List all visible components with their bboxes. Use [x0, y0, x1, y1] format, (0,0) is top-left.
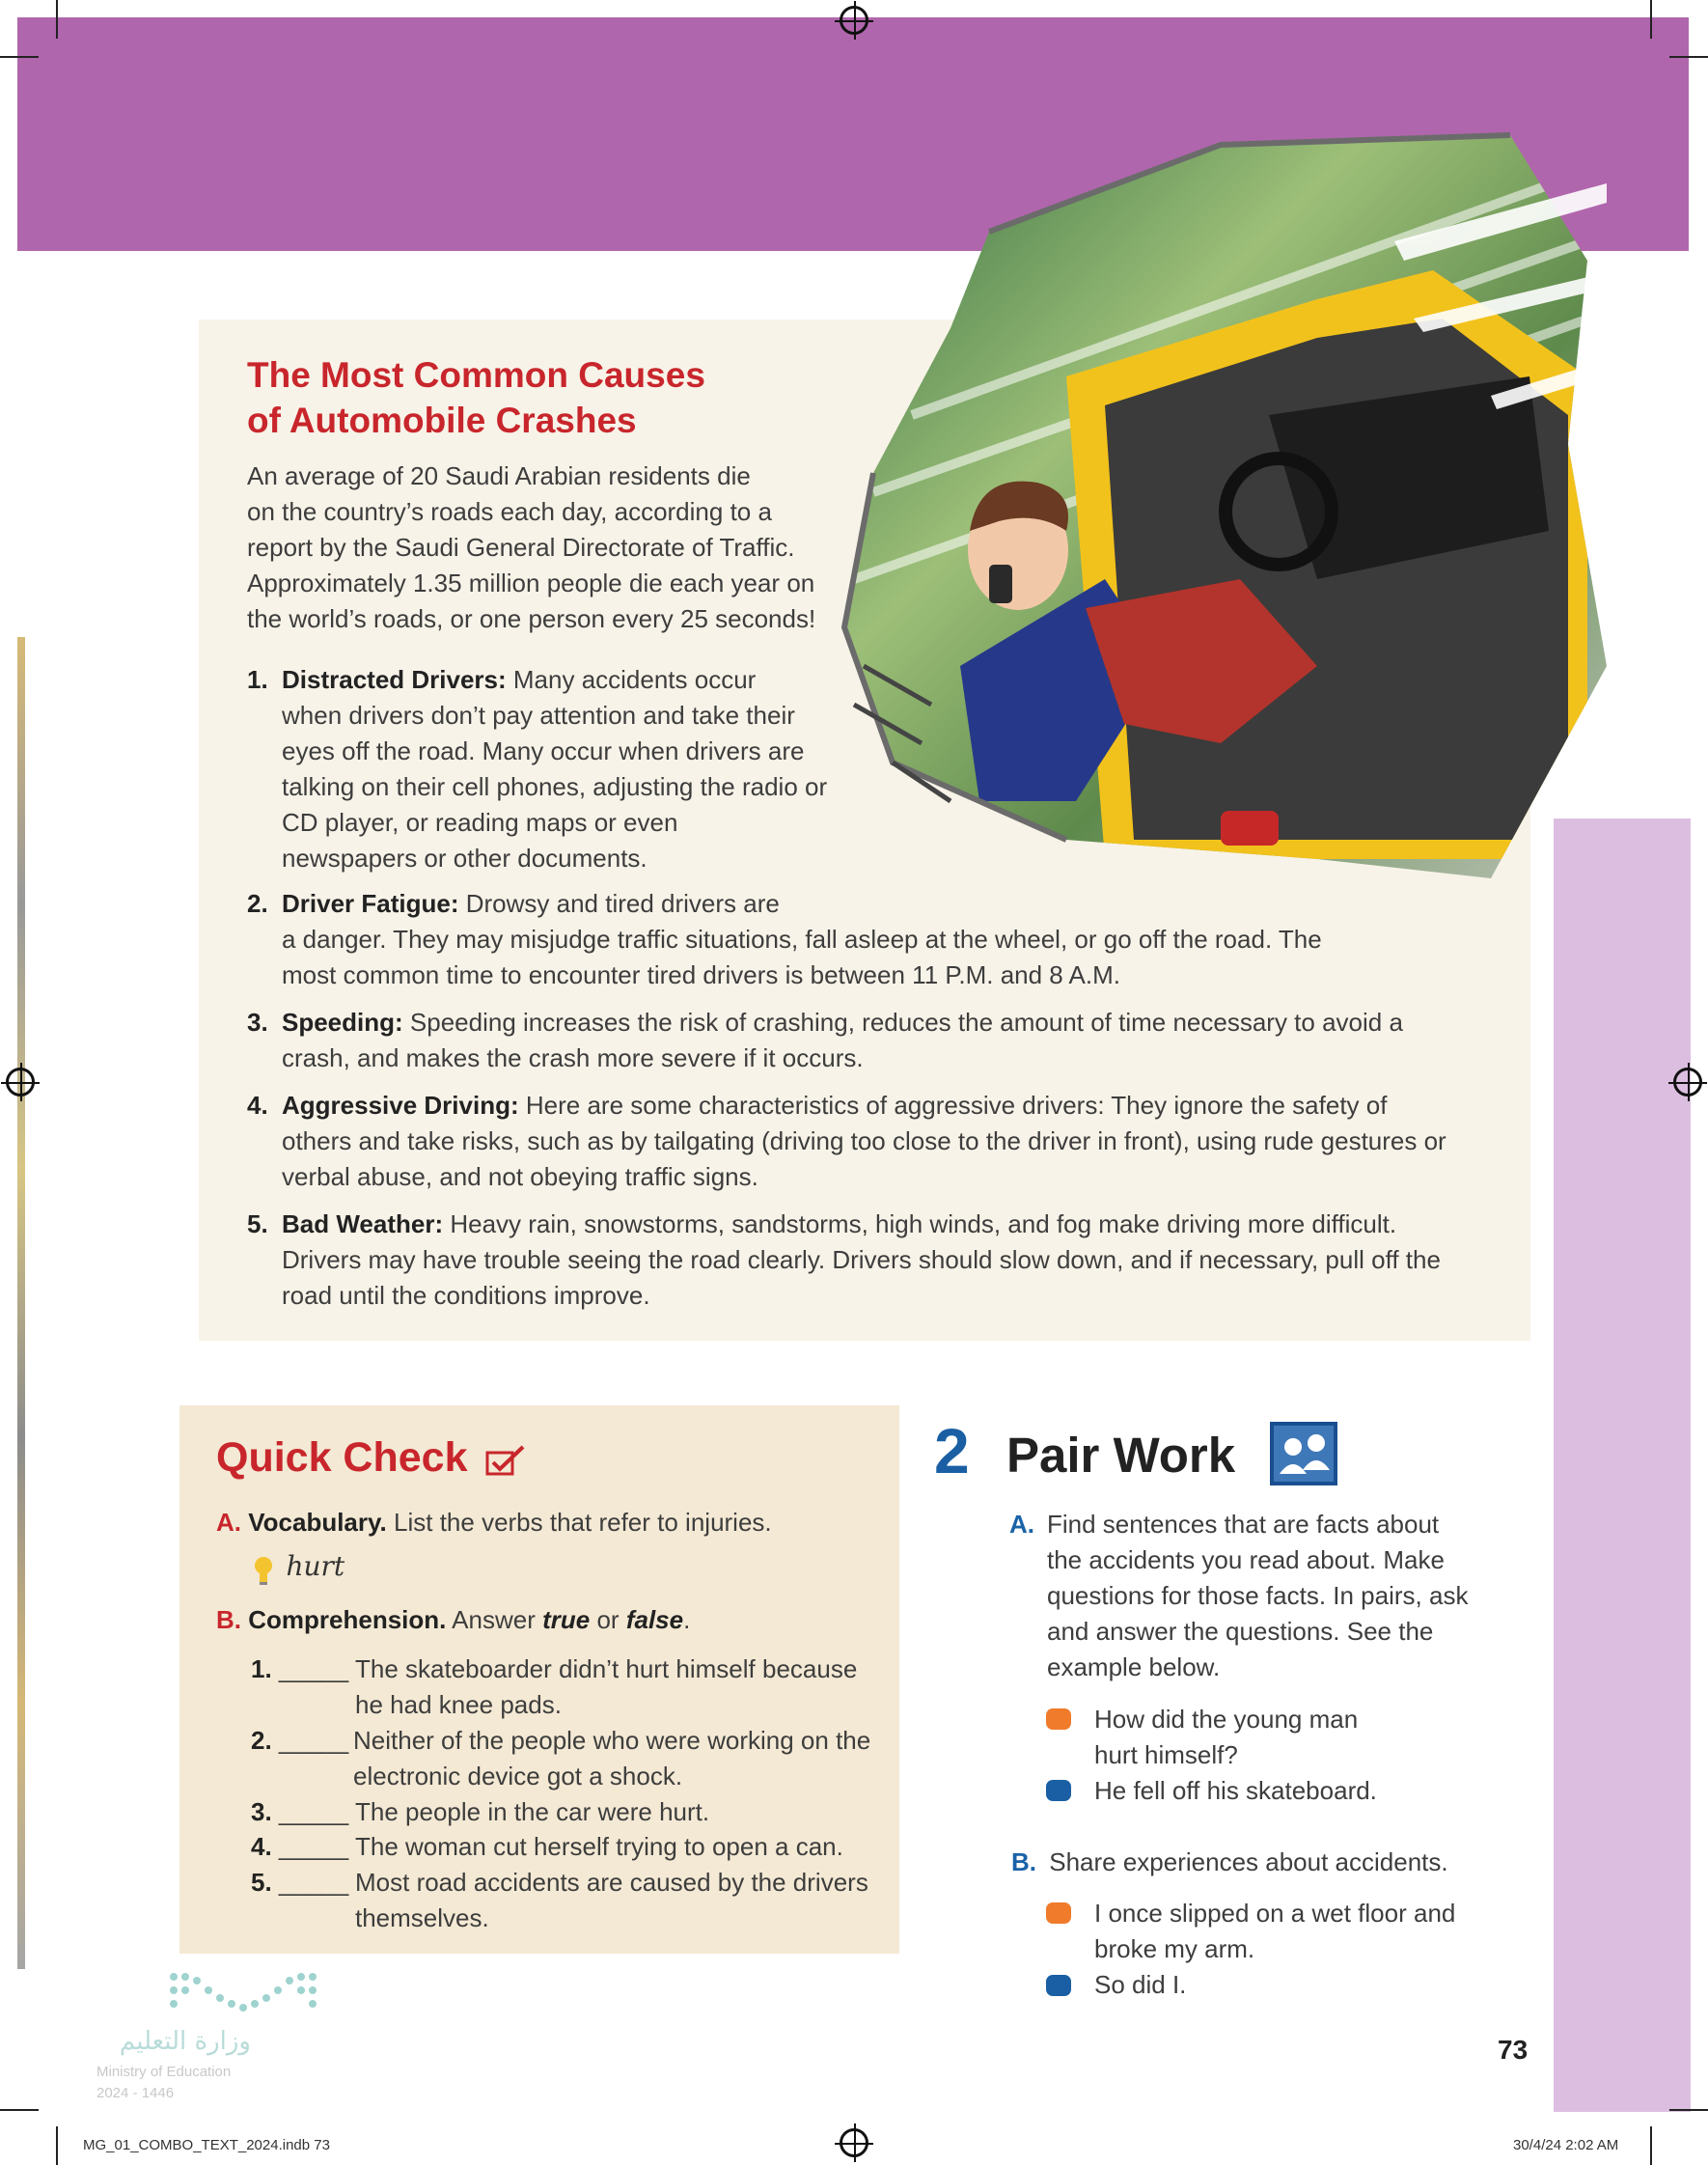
intro-line: the world’s roads, or one person every 25 seconds!	[247, 604, 816, 633]
intro-line: on the country’s roads each day, according to a	[247, 497, 772, 526]
list-number: 4.	[247, 1091, 268, 1120]
instruction-line: the accidents you read about. Make	[1047, 1545, 1445, 1574]
list-line: Drivers may have trouble seeing the road clearly. Drivers should slow down, and if necessary, pull off the	[282, 1245, 1441, 1274]
list-heading: Driver Fatigue:	[282, 889, 459, 918]
quick-check-title	[216, 1434, 527, 1482]
crop-mark	[0, 56, 39, 58]
instruction-text: List the verbs that refer to injuries.	[394, 1508, 772, 1537]
list-item-distracted-drivers	[247, 662, 865, 876]
crop-mark	[0, 2109, 39, 2111]
registration-mark-icon	[6, 1068, 35, 1096]
footer-file-info: MG_01_COMBO_TEXT_2024.indb 73	[83, 2137, 330, 2153]
instruction-line: Find sentences that are facts about	[1047, 1510, 1440, 1539]
pair-work-a-instruction	[1009, 1507, 1511, 1685]
question-text: themselves.	[355, 1903, 489, 1932]
side-color-band	[1554, 819, 1691, 2112]
article-title-line: of Automobile Crashes	[247, 401, 637, 440]
article-title	[247, 352, 787, 443]
false-word: false	[625, 1605, 684, 1634]
intro-line: Approximately 1.35 million people die each year on	[247, 569, 815, 597]
list-heading: Aggressive Driving:	[282, 1091, 519, 1120]
vocabulary-instruction	[216, 1505, 892, 1540]
answer-blank[interactable]: _____	[278, 1868, 349, 1897]
instruction-line: example below.	[1047, 1652, 1221, 1681]
example-line: broke my arm.	[1094, 1934, 1255, 1963]
question-number: 1.	[251, 1654, 272, 1683]
list-line: Drowsy and tired drivers are	[465, 889, 780, 918]
pair-work-title	[1006, 1427, 1235, 1484]
list-number: 3.	[247, 1008, 268, 1037]
pair-work-title-text: Pair Work	[1006, 1428, 1236, 1483]
checkbox-check-icon	[484, 1444, 527, 1477]
instruction-text: Answer	[452, 1605, 536, 1634]
answer-blank[interactable]: _____	[278, 1726, 349, 1755]
list-line: verbal abuse, and not obeying traffic signs.	[282, 1162, 758, 1191]
list-line: Here are some characteristics of aggressive drivers: They ignore the safety of	[525, 1091, 1388, 1120]
hint-row	[253, 1550, 344, 1587]
answer-blank[interactable]: _____	[278, 1654, 349, 1683]
question-2	[251, 1723, 907, 1790]
example-answer: He fell off his skateboard.	[1094, 1776, 1377, 1805]
registration-mark-icon	[840, 6, 868, 35]
list-line: eyes off the road. Many occur when drivers are	[282, 736, 805, 765]
example-line: How did the young man	[1094, 1705, 1359, 1734]
answer-blank[interactable]: _____	[278, 1797, 349, 1826]
question-text: electronic device got a shock.	[353, 1762, 683, 1790]
instruction-line: and answer the questions. See the	[1047, 1617, 1434, 1646]
question-text: The woman cut herself trying to open a can.	[355, 1832, 843, 1861]
example-question	[1094, 1702, 1500, 1773]
ministry-logo-dots-icon	[166, 1969, 320, 2017]
question-text: The skateboarder didn’t hurt himself because	[355, 1654, 858, 1683]
section-letter: B.	[216, 1605, 241, 1634]
question-4	[251, 1829, 907, 1865]
speech-bubble-blue-icon	[1046, 1975, 1071, 1996]
registration-mark-icon	[1673, 1068, 1702, 1096]
instruction-line: questions for those facts. In pairs, ask	[1047, 1581, 1469, 1610]
article-intro	[247, 458, 865, 637]
example-line: I once slipped on a wet floor and	[1094, 1899, 1456, 1928]
list-number: 1.	[247, 665, 268, 694]
activity-number: 2	[934, 1415, 970, 1486]
section-heading: Vocabulary.	[248, 1508, 387, 1537]
answer-blank[interactable]: _____	[278, 1832, 349, 1861]
list-line: CD player, or reading maps or even	[282, 808, 678, 837]
crop-mark	[1650, 2126, 1652, 2165]
list-line: road until the conditions improve.	[282, 1281, 650, 1310]
article-title-line: The Most Common Causes	[247, 355, 705, 395]
list-heading: Bad Weather:	[282, 1209, 444, 1238]
lightbulb-icon	[253, 1556, 274, 1587]
or-word: or	[596, 1605, 620, 1634]
ministry-year: 2024 - 1446	[96, 2085, 175, 2101]
question-text: he had knee pads.	[355, 1690, 562, 1719]
instruction-line: Share experiences about accidents.	[1049, 1847, 1448, 1876]
question-number: 5.	[251, 1868, 272, 1897]
list-item-bad-weather	[247, 1207, 1521, 1314]
section-letter: A.	[216, 1508, 241, 1537]
experience-example	[1094, 1896, 1519, 1967]
question-3	[251, 1794, 907, 1830]
section-heading: Comprehension.	[248, 1605, 447, 1634]
speech-bubble-orange-icon	[1046, 1902, 1071, 1924]
question-text: Neither of the people who were working on the	[353, 1726, 871, 1755]
list-item-driver-fatigue	[247, 886, 1501, 993]
registration-mark-icon	[840, 2128, 868, 2157]
speech-bubble-blue-icon	[1046, 1780, 1071, 1801]
list-line: Speeding increases the risk of crashing, reduces the amount of time necessary to avoid a	[409, 1008, 1403, 1037]
hint-word: hurt	[286, 1550, 345, 1582]
quick-check-title-text: Quick Check	[216, 1434, 468, 1481]
intro-line: An average of 20 Saudi Arabian residents die	[247, 461, 751, 490]
example-line: hurt himself?	[1094, 1740, 1238, 1769]
experience-reply: So did I.	[1094, 1970, 1187, 1999]
ministry-arabic: وزارة التعليم	[119, 2027, 251, 2056]
question-number: 2.	[251, 1726, 272, 1755]
footer-datetime: 30/4/24 2:02 AM	[1513, 2137, 1619, 2153]
crop-mark	[56, 0, 58, 39]
list-line: crash, and makes the crash more severe if it occurs.	[282, 1043, 864, 1072]
binding-strip	[17, 637, 25, 1969]
crop-mark	[56, 2126, 58, 2165]
list-line: Heavy rain, snowstorms, sandstorms, high winds, and fog make driving more difficult.	[450, 1209, 1397, 1238]
question-5	[251, 1865, 907, 1932]
list-line: talking on their cell phones, adjusting the radio or	[282, 772, 828, 801]
list-number: 2.	[247, 889, 268, 918]
question-1	[251, 1652, 907, 1719]
comprehension-instruction	[216, 1602, 892, 1638]
list-heading: Speeding:	[282, 1008, 403, 1037]
period: .	[683, 1605, 691, 1634]
list-line: Many accidents occur	[512, 665, 757, 694]
question-number: 4.	[251, 1832, 272, 1861]
list-line: others and take risks, such as by tailgating (driving too close to the driver in front), using rude gestures or	[282, 1126, 1446, 1155]
section-letter: A.	[1009, 1510, 1034, 1539]
list-number: 5.	[247, 1209, 268, 1238]
true-word: true	[542, 1605, 591, 1634]
list-item-aggressive-driving	[247, 1088, 1521, 1195]
speech-bubble-orange-icon	[1046, 1708, 1071, 1730]
list-line: a danger. They may misjudge traffic situations, fall asleep at the wheel, or go off the road. The	[282, 925, 1322, 954]
question-number: 3.	[251, 1797, 272, 1826]
pair-work-icon	[1270, 1422, 1337, 1485]
pair-work-b-instruction	[1011, 1845, 1513, 1880]
crop-mark	[1669, 2109, 1708, 2111]
list-item-speeding	[247, 1005, 1501, 1076]
page-number: 73	[1498, 2035, 1529, 2065]
list-heading: Distracted Drivers:	[282, 665, 507, 694]
crop-mark	[1650, 0, 1652, 39]
section-letter: B.	[1011, 1847, 1036, 1876]
intro-line: report by the Saudi General Directorate of Traffic.	[247, 533, 795, 562]
crop-mark	[1669, 56, 1708, 58]
list-line: newspapers or other documents.	[282, 844, 647, 873]
ministry-english: Ministry of Education	[96, 2064, 232, 2080]
driver-on-phone-illustration	[815, 125, 1616, 927]
question-text: Most road accidents are caused by the drivers	[355, 1868, 868, 1897]
list-line: when drivers don’t pay attention and take their	[282, 701, 795, 730]
list-line: most common time to encounter tired drivers is between 11 P.M. and 8 A.M.	[282, 960, 1120, 989]
question-text: The people in the car were hurt.	[355, 1797, 710, 1826]
